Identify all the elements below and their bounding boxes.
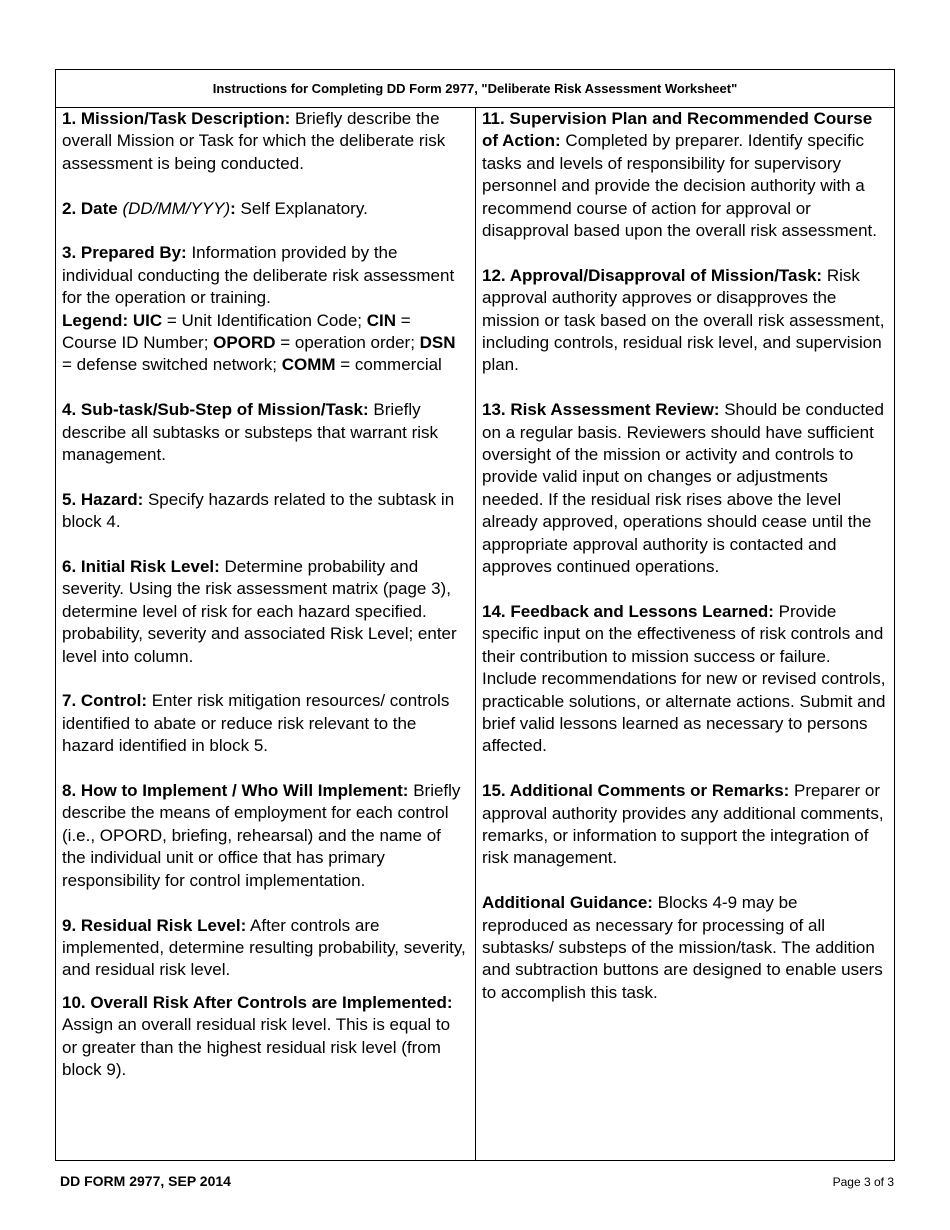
block-2-date-format: (DD/MM/YYY) bbox=[117, 198, 231, 218]
legend-comm-def: = commercial bbox=[335, 355, 442, 375]
block-13-label: 13. Risk Assessment Review: bbox=[482, 400, 720, 420]
block-14-label: 14. Feedback and Lessons Learned: bbox=[482, 601, 774, 621]
block-9-text: After controls are implemented, determine resulting probability, severity, and residual risk level. bbox=[62, 915, 466, 980]
block-4-label: 4. Sub-task/Sub-Step of Mission/Task: bbox=[62, 400, 369, 420]
block-14-text: Provide specific input on the effectiveness of risk controls and their contribution to mission success or failure. Include recommendations for new or revised controls, practicable solutions, or alternate actions. Submit and brief valid lessons learned as necessary to persons affected. bbox=[482, 601, 886, 756]
block-8-label: 8. How to Implement / Who Will Implement: bbox=[62, 781, 409, 801]
block-8-text: Briefly describe the means of employment for each control (i.e., OPORD, briefing, rehearsal) and the name of the individual unit or office that has primary responsibility for control implementation. bbox=[62, 781, 461, 890]
block-9-label: 9. Residual Risk Level: bbox=[62, 915, 247, 935]
legend-dsn: DSN bbox=[419, 333, 456, 353]
block-6-label: 6. Initial Risk Level: bbox=[62, 557, 220, 577]
page-number: Page 3 of 3 bbox=[832, 1175, 894, 1189]
block-3-label: 3. Prepared By: bbox=[62, 243, 187, 263]
block-2-colon: : bbox=[230, 198, 236, 218]
block-10-label: 10. Overall Risk After Controls are Implemented: bbox=[62, 992, 453, 1012]
block-13 bbox=[482, 399, 888, 578]
legend-opord-def: = operation order; bbox=[275, 333, 420, 353]
block-12-label: 12. Approval/Disapproval of Mission/Task: bbox=[482, 265, 823, 285]
block-13-text: Should be conducted on a regular basis. Reviewers should have sufficient oversight of the mission or activity and controls to provide valid input on changes or adjustments needed. If the residual risk rises above the level already approved, operations should cease until the appropriate approval authority is contacted and approves continued operations. bbox=[482, 400, 884, 577]
block-15 bbox=[482, 780, 888, 870]
block-7 bbox=[62, 690, 469, 757]
form-title: Instructions for Completing DD Form 2977, "Deliberate Risk Assessment Worksheet" bbox=[56, 70, 894, 108]
block-12 bbox=[482, 265, 888, 377]
block-1-label: 1. Mission/Task Description: bbox=[62, 109, 291, 128]
block-4 bbox=[62, 399, 469, 466]
block-3 bbox=[62, 242, 469, 376]
instructions-form bbox=[55, 69, 895, 1161]
legend-comm: COMM bbox=[281, 355, 336, 375]
legend-cin: CIN bbox=[366, 310, 396, 330]
legend-uic-def: = Unit Identification Code; bbox=[162, 310, 367, 330]
block-6 bbox=[62, 556, 469, 668]
additional-guidance-text: Blocks 4-9 may be reproduced as necessary for processing of all subtasks/ substeps of the mission/task. The addition and subtraction buttons are designed to enable users to accomplish this task. bbox=[482, 893, 883, 1002]
block-14 bbox=[482, 601, 888, 758]
instruction-columns bbox=[56, 108, 894, 1160]
block-9 bbox=[62, 915, 469, 982]
left-column bbox=[56, 108, 476, 1160]
form-identifier: DD FORM 2977, SEP 2014 bbox=[60, 1173, 231, 1189]
block-15-label: 15. Additional Comments or Remarks: bbox=[482, 781, 790, 801]
additional-guidance-label: Additional Guidance: bbox=[482, 893, 653, 913]
block-3-text: Information provided by the individual conducting the deliberate risk assessment for the operation or training. bbox=[62, 243, 455, 308]
block-5-text: Specify hazards related to the subtask in block 4. bbox=[62, 489, 455, 532]
block-4-text: Briefly describe all subtasks or substeps that warrant risk management. bbox=[62, 400, 439, 465]
block-11 bbox=[482, 108, 888, 242]
legend-cin-def: = Course ID Number; bbox=[62, 310, 411, 353]
block-8 bbox=[62, 780, 469, 892]
legend-uic: UIC bbox=[132, 310, 163, 330]
block-7-label: 7. Control: bbox=[62, 691, 147, 711]
block-10-text: Assign an overall residual risk level. This is equal to or greater than the highest residual risk level (from block 9). bbox=[62, 1015, 451, 1079]
block-1-text: Briefly describe the overall Mission or Task for which the deliberate risk assessment is being conducted. bbox=[62, 109, 446, 173]
block-1 bbox=[62, 108, 469, 175]
legend-label: Legend: bbox=[62, 310, 129, 330]
legend-opord: OPORD bbox=[213, 333, 276, 353]
right-column bbox=[476, 108, 894, 1160]
block-7-text: Enter risk mitigation resources/ controls identified to abate or reduce risk relevant to the hazard identified in block 5. bbox=[62, 691, 450, 756]
block-2-text: Self Explanatory. bbox=[235, 198, 368, 218]
block-15-text: Preparer or approval authority provides any additional comments, remarks, or information to support the integration of risk management. bbox=[482, 781, 884, 868]
block-10 bbox=[62, 992, 469, 1082]
block-2 bbox=[62, 198, 469, 220]
block-5-label: 5. Hazard: bbox=[62, 489, 144, 509]
block-2-label: 2. Date bbox=[62, 198, 118, 218]
block-5 bbox=[62, 489, 469, 534]
additional-guidance bbox=[482, 892, 888, 1004]
legend-dsn-def: = defense switched network; bbox=[62, 355, 282, 375]
block-11-label: 11. Supervision Plan and Recommended Course of Action: bbox=[482, 109, 873, 151]
block-6-text: Determine probability and severity. Using the risk assessment matrix (page 3), determine level of risk for each hazard specified. probability, severity and associated Risk Level; enter level into column. bbox=[62, 557, 457, 666]
block-11-text: Completed by preparer. Identify specific tasks and levels of responsibility for supervisory personnel and provide the decision authority with a recommend course of action for approval or disapproval based upon the overall risk assessment. bbox=[482, 131, 877, 241]
block-12-text: Risk approval authority approves or disapproves the mission or task based on the overall risk assessment, including controls, residual risk level, and supervision plan. bbox=[482, 265, 885, 375]
